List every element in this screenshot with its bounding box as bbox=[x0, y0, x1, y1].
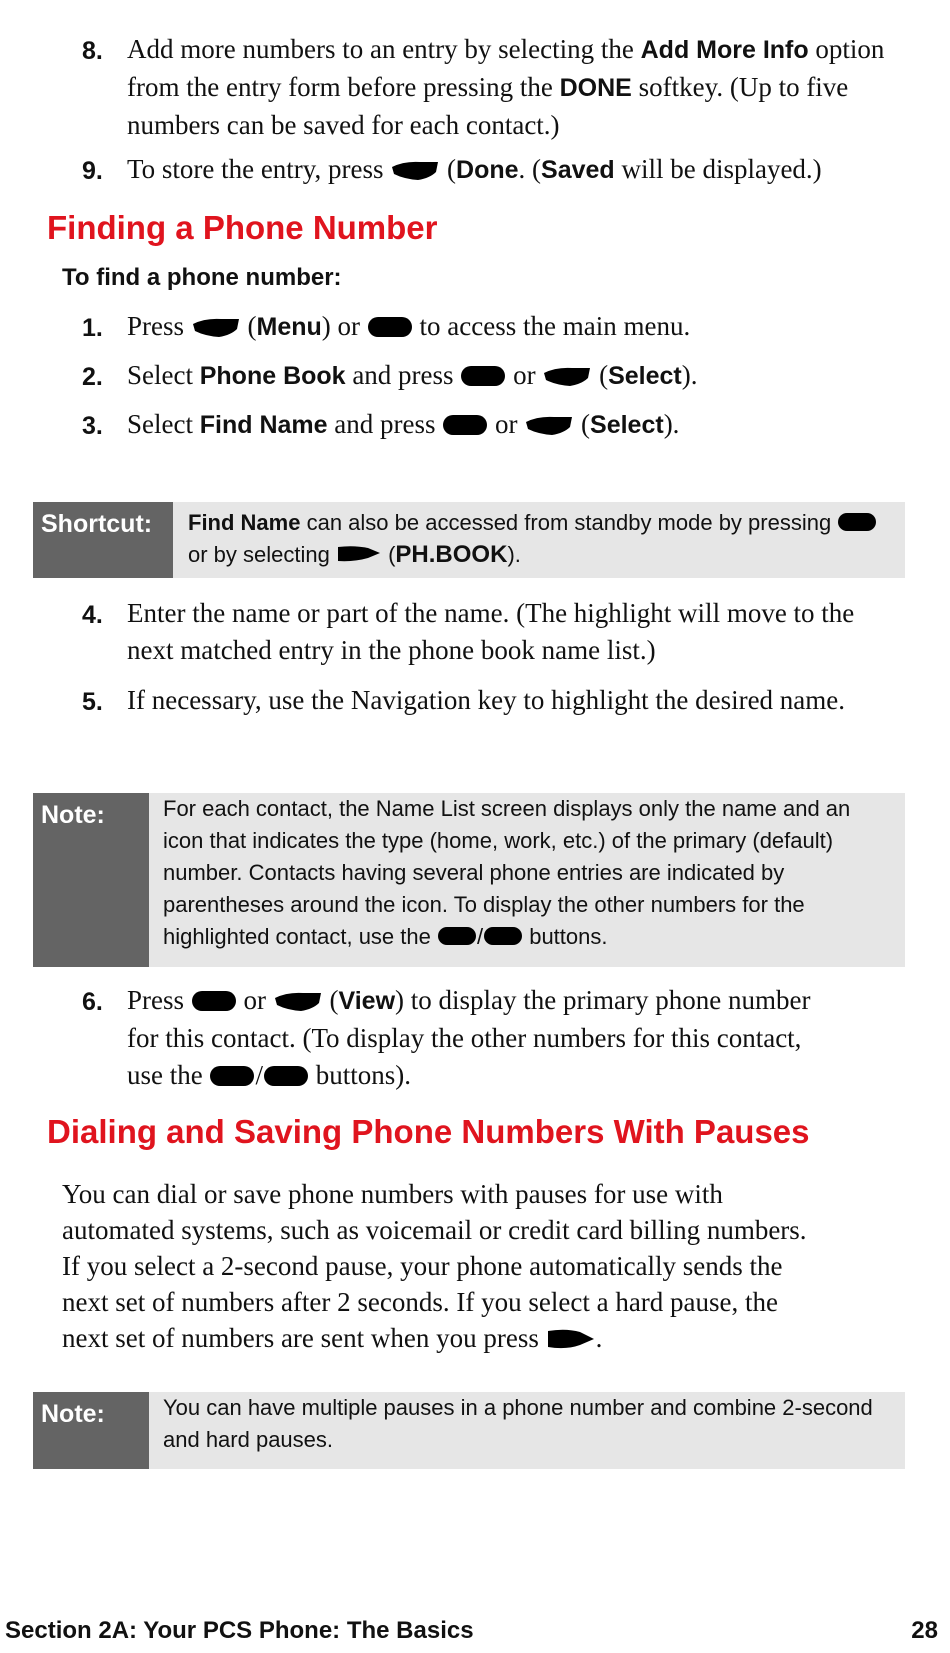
note-label: Note: bbox=[33, 1392, 149, 1469]
step-number: 2. bbox=[82, 363, 103, 391]
phone-book-label: Phone Book bbox=[199, 362, 346, 390]
menu-ok-icon bbox=[367, 315, 413, 339]
step-6 bbox=[0, 982, 950, 1094]
page-number: 28 bbox=[911, 1617, 938, 1644]
step-4 bbox=[0, 595, 950, 671]
softkey-icon bbox=[546, 1327, 596, 1351]
nav-down-icon bbox=[263, 1064, 309, 1088]
done-label: DONE bbox=[559, 74, 632, 102]
find-name-label: Find Name bbox=[199, 411, 328, 439]
step-number: 6. bbox=[82, 988, 103, 1016]
add-more-info-label: Add More Info bbox=[640, 36, 809, 64]
softkey-icon bbox=[542, 364, 592, 388]
step-text: Press or (View) to display the primary phone number for this contact. (To display the other numbers for this contact, use the / buttons). bbox=[127, 985, 811, 1090]
menu-ok-icon bbox=[191, 989, 237, 1013]
step-2 bbox=[0, 357, 950, 397]
nav-down-icon bbox=[483, 926, 523, 946]
step-text: Enter the name or part of the name. (The highlight will move to the next matched entry in the phone book name list.) bbox=[127, 598, 855, 665]
softkey-icon bbox=[524, 413, 574, 437]
nav-up-icon bbox=[209, 1064, 255, 1088]
step-text: Select Find Name and press or (Select). bbox=[127, 409, 680, 439]
menu-ok-icon bbox=[837, 512, 877, 532]
softkey-icon bbox=[191, 315, 241, 339]
ph-book-label: PH.BOOK bbox=[395, 541, 508, 568]
pauses-paragraph: You can dial or save phone numbers with pauses for use with automated systems, such as voicemail or credit card billing numbers. If you select a 2-second pause, your phone automatically sends the next set of numbers after 2 seconds. If you select a hard pause, the next set of numbers are sent when you press . bbox=[62, 1179, 807, 1353]
step-text: If necessary, use the Navigation key to highlight the desired name. bbox=[127, 685, 846, 715]
done-label: Done bbox=[456, 156, 519, 184]
menu-label: Menu bbox=[256, 313, 322, 341]
step-number: 5. bbox=[82, 688, 103, 716]
step-text: To store the entry, press (Done. (Saved will be displayed.) bbox=[127, 154, 822, 184]
note-box bbox=[33, 1392, 905, 1469]
note-text: You can have multiple pauses in a phone number and combine 2-second and hard pauses. bbox=[163, 1395, 873, 1452]
section-subtitle: To find a phone number: bbox=[62, 264, 342, 291]
section-title-finding: Finding a Phone Number bbox=[47, 209, 438, 246]
shortcut-label: Shortcut: bbox=[33, 502, 173, 578]
shortcut-text: Find Name can also be accessed from standby mode by pressing or by selecting (PH.BOOK). bbox=[188, 507, 903, 571]
shortcut-box bbox=[33, 502, 905, 578]
step-3 bbox=[0, 406, 950, 446]
section-title-pauses: Dialing and Saving Phone Numbers With Pauses bbox=[47, 1113, 810, 1150]
footer-section: Section 2A: Your PCS Phone: The Basics bbox=[5, 1617, 474, 1644]
nav-up-icon bbox=[437, 926, 477, 946]
note-label: Note: bbox=[33, 793, 149, 967]
step-text: Press (Menu) or to access the main menu. bbox=[127, 311, 691, 341]
step-number: 8. bbox=[82, 37, 103, 65]
step-number: 1. bbox=[82, 314, 103, 342]
step-number: 9. bbox=[82, 157, 103, 185]
step-number: 3. bbox=[82, 412, 103, 440]
find-name-label: Find Name bbox=[188, 510, 301, 535]
note-box bbox=[33, 793, 905, 967]
step-text: Add more numbers to an entry by selecting the Add More Info option from the entry form before pressing the DONE softkey. (Up to five numbers can be saved for each contact.) bbox=[127, 34, 885, 140]
select-label: Select bbox=[590, 411, 664, 439]
softkey-icon bbox=[273, 989, 323, 1013]
step-text: Select Phone Book and press or (Select). bbox=[127, 360, 698, 390]
menu-ok-icon bbox=[460, 364, 506, 388]
step-9 bbox=[0, 151, 950, 191]
softkey-icon bbox=[390, 158, 440, 182]
step-5 bbox=[0, 682, 950, 758]
step-1 bbox=[0, 308, 950, 348]
note-text: For each contact, the Name List screen displays only the name and an icon that indicates the type (home, work, etc.) of the primary (default) number. Contacts having several phone entries are indicated by parentheses around the icon. To display the other numbers for the highlighted contact, use the / buttons. bbox=[163, 796, 851, 949]
menu-ok-icon bbox=[442, 413, 488, 437]
select-label: Select bbox=[608, 362, 682, 390]
softkey-icon bbox=[336, 544, 382, 564]
saved-label: Saved bbox=[541, 156, 615, 184]
step-number: 4. bbox=[82, 601, 103, 629]
view-label: View bbox=[338, 987, 396, 1015]
step-8 bbox=[0, 31, 950, 141]
